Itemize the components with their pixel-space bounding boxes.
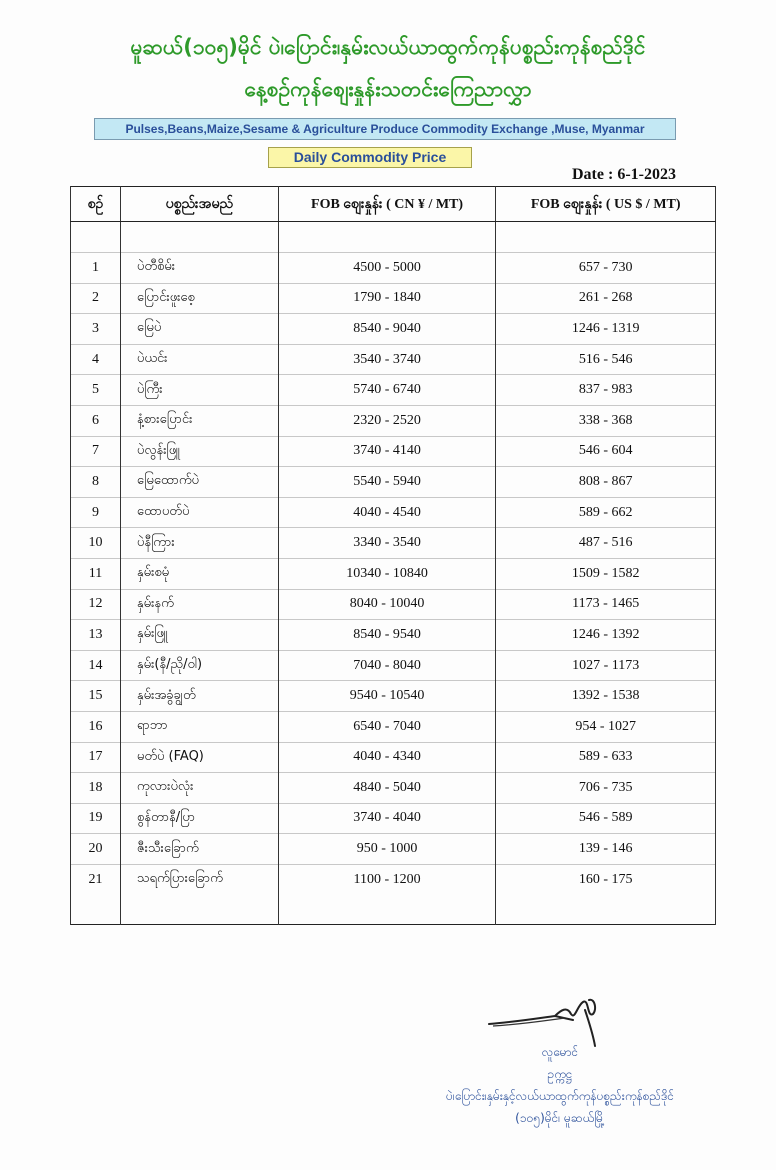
- row-price-usd: 1173 - 1465: [496, 589, 716, 620]
- table-row: [71, 467, 716, 498]
- row-name: နှမ်း(နီ/ညို/ဝါ): [120, 650, 278, 681]
- row-name: နှမ်းအခွံချွတ်: [120, 681, 278, 712]
- row-price-usd: 546 - 604: [496, 436, 716, 467]
- row-name: ရာဘာ: [120, 711, 278, 742]
- row-price-usd: 954 - 1027: [496, 711, 716, 742]
- row-price-cny: 3740 - 4140: [278, 436, 496, 467]
- row-no: 18: [71, 773, 121, 804]
- row-no: 8: [71, 467, 121, 498]
- row-price-usd: 261 - 268: [496, 283, 716, 314]
- signer-name: လူမောင်: [541, 1045, 579, 1059]
- table-row: [71, 497, 716, 528]
- table-row: [71, 864, 716, 894]
- signer-role: ဥက္ကဋ္ဌ: [547, 1067, 573, 1081]
- row-price-cny: 3340 - 3540: [278, 528, 496, 559]
- col-header-name: ပစ္စည်းအမည်: [120, 187, 278, 222]
- row-no: 21: [71, 864, 121, 894]
- row-no: 9: [71, 497, 121, 528]
- row-price-usd: 546 - 589: [496, 803, 716, 834]
- row-price-cny: 7040 - 8040: [278, 650, 496, 681]
- row-no: 16: [71, 711, 121, 742]
- row-no: 2: [71, 283, 121, 314]
- row-name: ပြောင်းဖူးစေ့: [120, 283, 278, 314]
- table-row: [71, 528, 716, 559]
- row-price-usd: 1509 - 1582: [496, 558, 716, 589]
- exchange-banner: Pulses,Beans,Maize,Sesame & Agriculture Produce Commodity Exchange ,Muse, Myanmar: [94, 118, 676, 140]
- row-no: 4: [71, 344, 121, 375]
- row-name: နှမ်းဖြူ: [120, 620, 278, 651]
- table-row: [71, 803, 716, 834]
- row-no: 5: [71, 375, 121, 406]
- date-label: Date : 6-1-2023: [572, 166, 676, 183]
- row-price-usd: 657 - 730: [496, 253, 716, 284]
- daily-price-label: Daily Commodity Price: [268, 147, 472, 168]
- row-price-cny: 4840 - 5040: [278, 773, 496, 804]
- row-price-cny: 5540 - 5940: [278, 467, 496, 498]
- row-price-cny: 8040 - 10040: [278, 589, 496, 620]
- row-name: ပဲလွန်းဖြူ: [120, 436, 278, 467]
- row-price-usd: 1246 - 1392: [496, 620, 716, 651]
- row-no: 7: [71, 436, 121, 467]
- row-price-usd: 1392 - 1538: [496, 681, 716, 712]
- row-name: နံ့စားပြောင်း: [120, 405, 278, 436]
- row-no: 10: [71, 528, 121, 559]
- row-price-cny: 4040 - 4340: [278, 742, 496, 773]
- row-price-usd: 589 - 662: [496, 497, 716, 528]
- row-price-cny: 5740 - 6740: [278, 375, 496, 406]
- table-row: [71, 375, 716, 406]
- row-price-cny: 3740 - 4040: [278, 803, 496, 834]
- table-row: [71, 589, 716, 620]
- row-no: 15: [71, 681, 121, 712]
- row-no: 17: [71, 742, 121, 773]
- table-row: [71, 253, 716, 284]
- table-row: [71, 344, 716, 375]
- row-name: မတ်ပဲ (FAQ): [120, 742, 278, 773]
- row-price-usd: 808 - 867: [496, 467, 716, 498]
- row-price-cny: 9540 - 10540: [278, 681, 496, 712]
- signer-place: (၁၀၅)မိုင်၊ မူဆယ်မြို့: [515, 1111, 605, 1125]
- row-price-cny: 8540 - 9040: [278, 314, 496, 345]
- col-header-cny: FOB စျေးနှုန်း ( CN ¥ / MT): [278, 187, 496, 222]
- table-row: [71, 773, 716, 804]
- row-price-cny: 1790 - 1840: [278, 283, 496, 314]
- row-name: စွန်တာနီ/ပြာ: [120, 803, 278, 834]
- row-price-usd: 338 - 368: [496, 405, 716, 436]
- row-name: မြေပဲ: [120, 314, 278, 345]
- col-header-no: စဉ်: [71, 187, 121, 222]
- row-name: နှမ်းနက်: [120, 589, 278, 620]
- row-name: ပဲတီစိမ်း: [120, 253, 278, 284]
- price-table: [70, 186, 716, 925]
- row-price-cny: 2320 - 2520: [278, 405, 496, 436]
- row-no: 14: [71, 650, 121, 681]
- row-no: 20: [71, 834, 121, 865]
- table-row: [71, 620, 716, 651]
- row-price-cny: 4500 - 5000: [278, 253, 496, 284]
- signer-org: ပဲ၊ပြောင်း၊နှမ်းနှင့်လယ်ယာထွက်ကုန်ပစ္စည်းကုန်စည်ဒိုင်: [445, 1089, 675, 1103]
- blank-row: [71, 894, 716, 925]
- row-price-cny: 3540 - 3740: [278, 344, 496, 375]
- row-name: ပဲကြီး: [120, 375, 278, 406]
- table-row: [71, 558, 716, 589]
- table-row: [71, 650, 716, 681]
- row-no: 6: [71, 405, 121, 436]
- row-no: 12: [71, 589, 121, 620]
- row-name: ထောပတ်ပဲ: [120, 497, 278, 528]
- signature: [485, 988, 615, 1048]
- table-row: [71, 405, 716, 436]
- row-name: နှမ်းစမုံ: [120, 558, 278, 589]
- row-no: 11: [71, 558, 121, 589]
- row-no: 19: [71, 803, 121, 834]
- row-price-usd: 589 - 633: [496, 742, 716, 773]
- table-row: [71, 314, 716, 345]
- title-line-2: နေ့စဉ်ကုန်စျေးနှုန်းသတင်းကြေညာလွှာ: [244, 77, 532, 101]
- row-name: ဇီးသီးခြောက်: [120, 834, 278, 865]
- table-row: [71, 742, 716, 773]
- table-row: [71, 711, 716, 742]
- row-price-cny: 4040 - 4540: [278, 497, 496, 528]
- table-row: [71, 681, 716, 712]
- row-no: 1: [71, 253, 121, 284]
- row-price-usd: 139 - 146: [496, 834, 716, 865]
- row-price-usd: 487 - 516: [496, 528, 716, 559]
- table-row: [71, 834, 716, 865]
- row-name: ကုလားပဲလုံး: [120, 773, 278, 804]
- row-price-cny: 950 - 1000: [278, 834, 496, 865]
- row-name: ပဲနီကြား: [120, 528, 278, 559]
- table-header-row: [71, 187, 716, 222]
- row-name: မြေထောက်ပဲ: [120, 467, 278, 498]
- row-name: ပဲယင်း: [120, 344, 278, 375]
- row-price-usd: 706 - 735: [496, 773, 716, 804]
- row-price-usd: 837 - 983: [496, 375, 716, 406]
- row-price-cny: 8540 - 9540: [278, 620, 496, 651]
- row-price-cny: 1100 - 1200: [278, 864, 496, 894]
- row-no: 3: [71, 314, 121, 345]
- row-no: 13: [71, 620, 121, 651]
- title-line-1: မူဆယ်(၁၀၅)မိုင် ပဲ၊ပြောင်း၊နှမ်းလယ်ယာထွက်ကုန်ပစ္စည်းကုန်စည်ဒိုင်: [130, 35, 646, 59]
- row-price-cny: 10340 - 10840: [278, 558, 496, 589]
- col-header-usd: FOB စျေးနှုန်း ( US $ / MT): [496, 187, 716, 222]
- row-price-usd: 1027 - 1173: [496, 650, 716, 681]
- row-price-usd: 160 - 175: [496, 864, 716, 894]
- row-price-usd: 516 - 546: [496, 344, 716, 375]
- row-name: သရက်ပြားခြောက်: [120, 864, 278, 894]
- table-row: [71, 283, 716, 314]
- row-price-cny: 6540 - 7040: [278, 711, 496, 742]
- row-price-usd: 1246 - 1319: [496, 314, 716, 345]
- blank-row: [71, 222, 716, 253]
- table-row: [71, 436, 716, 467]
